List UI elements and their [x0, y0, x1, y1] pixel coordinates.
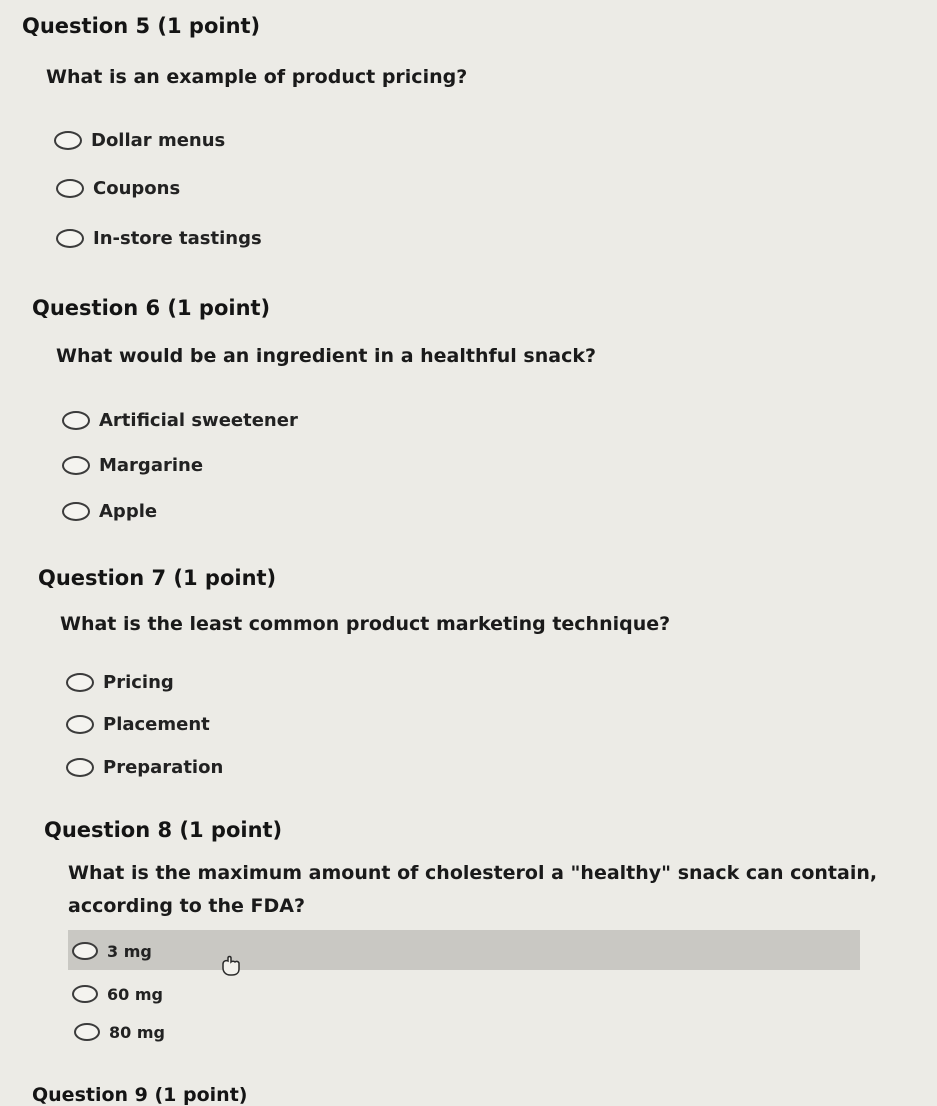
question-7-option-preparation[interactable] — [66, 750, 223, 784]
radio-button[interactable] — [66, 673, 94, 692]
option-label: 80 mg — [109, 1022, 165, 1042]
radio-button[interactable] — [62, 456, 90, 475]
option-label: Pricing — [103, 671, 174, 693]
question-5-option-coupons[interactable] — [56, 171, 180, 205]
option-label: Preparation — [103, 756, 224, 778]
radio-button[interactable] — [62, 411, 90, 430]
option-label: Artificial sweetener — [99, 409, 298, 431]
option-label: Placement — [103, 713, 210, 735]
question-7-option-placement[interactable] — [66, 707, 210, 741]
question-8-text: What is the maximum amount of cholesterol a "healthy" snack can contain, according to the FDA? — [68, 862, 878, 917]
radio-button[interactable] — [66, 758, 94, 777]
question-7-text: What is the least common product marketing technique? — [60, 613, 671, 635]
radio-button[interactable] — [54, 131, 82, 150]
question-8-option-3-mg[interactable] — [72, 934, 152, 968]
hand-pointer-icon — [220, 955, 242, 977]
option-label: Margarine — [99, 454, 204, 476]
option-label: 3 mg — [107, 941, 152, 961]
option-label: Apple — [99, 500, 158, 522]
radio-button[interactable] — [74, 1023, 100, 1041]
question-8-title: Question 8 (1 point) — [44, 818, 283, 842]
question-5-text: What is an example of product pricing? — [46, 66, 468, 88]
option-label: Dollar menus — [91, 129, 226, 151]
question-7-title: Question 7 (1 point) — [38, 566, 277, 590]
option-label: Coupons — [93, 177, 181, 199]
radio-button[interactable] — [56, 179, 84, 198]
radio-button[interactable] — [62, 502, 90, 521]
question-6-title: Question 6 (1 point) — [32, 296, 271, 320]
question-6-option-artificial-sweetener[interactable] — [62, 403, 298, 437]
radio-button[interactable] — [72, 942, 98, 960]
question-6-option-apple[interactable] — [62, 494, 157, 528]
question-8-option-60-mg[interactable] — [72, 977, 163, 1011]
option-label: 60 mg — [107, 984, 163, 1004]
question-9-title: Question 9 (1 point) — [32, 1084, 248, 1106]
question-5-option-in-store-tastings[interactable] — [56, 221, 262, 255]
option-label: In-store tastings — [93, 227, 262, 249]
question-6-option-margarine[interactable] — [62, 448, 203, 482]
radio-button[interactable] — [56, 229, 84, 248]
radio-button[interactable] — [66, 715, 94, 734]
radio-button[interactable] — [72, 985, 98, 1003]
question-7-option-pricing[interactable] — [66, 665, 174, 699]
question-8-option-80-mg[interactable] — [74, 1015, 165, 1049]
question-5-option-dollar-menus[interactable] — [54, 123, 225, 157]
question-5-title: Question 5 (1 point) — [22, 14, 261, 38]
option-hover-highlight — [68, 930, 860, 970]
question-6-text: What would be an ingredient in a healthful snack? — [56, 345, 596, 367]
